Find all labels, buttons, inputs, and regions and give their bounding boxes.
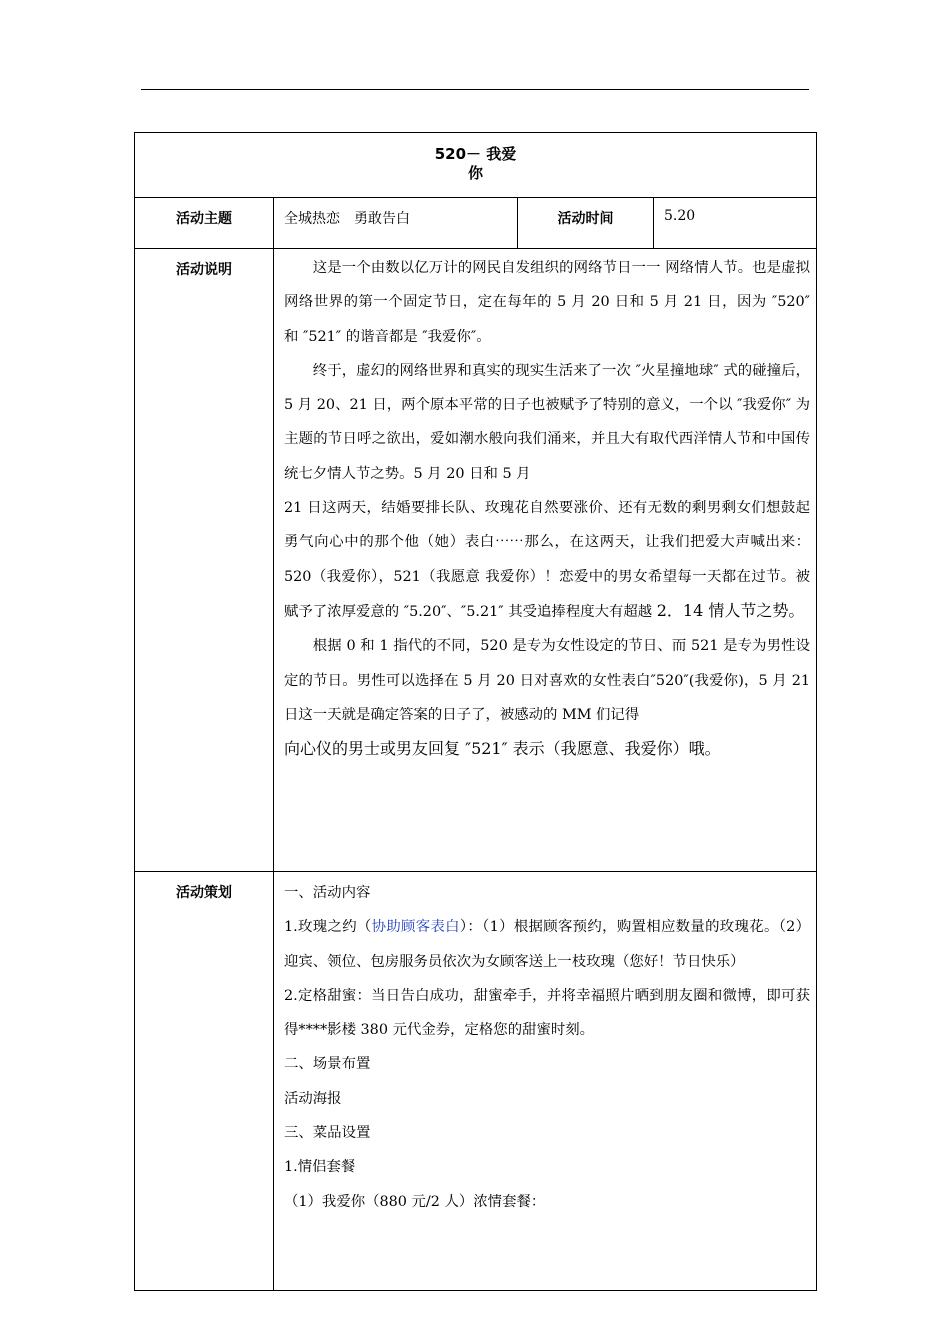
plan-couple-set: 1.情侣套餐 xyxy=(284,1159,356,1176)
theme-label: 活动主题 xyxy=(135,198,274,249)
description-paragraph: 这是一个由数以亿万计的网民自发组织的网络节日一一 网络情人节。也是虚拟网络世界的第一个固定节日，定在每年的 5 月 20 日和 5 月 21 日，因为 ″520″ 和 ″521″ 的谐音都是 ″我爱你″。 xyxy=(284,260,811,345)
description-last-line: 向心仪的男士或男友回复 ″521″ 表示（我愿意、我爱你）哦。 xyxy=(284,739,721,759)
document-title xyxy=(135,133,817,198)
plan-poster: 活动海报 xyxy=(284,1090,342,1107)
description-body xyxy=(274,249,817,872)
description-paragraph: 根据 0 和 1 指代的不同，520 是专为女性设定的节日、而 521 是专为男性设定的节日。男性可以选择在 5 月 20 日对喜欢的女性表白″520″(我爱你)，5 月 21 日这一天就是确定答案的日子了，被感动的 MM 们记得 xyxy=(284,638,811,723)
plan-item-rose-prefix: 1.玫瑰之约（ xyxy=(284,919,372,936)
header-rule xyxy=(141,89,809,90)
description-label: 活动说明 xyxy=(135,249,274,872)
time-label: 活动时间 xyxy=(518,198,654,249)
planning-body xyxy=(274,872,817,1291)
plan-item-rose-link[interactable]: 协助顾客表白 xyxy=(371,919,460,936)
description-paragraph-tail: 2．14 情人节之势。 xyxy=(656,600,805,620)
title-line-1: 520－ 我爱 xyxy=(434,145,517,163)
plan-section-scene: 二、场景布置 xyxy=(284,1056,371,1073)
title-line-2: 你 xyxy=(468,164,484,182)
plan-section-content: 一、活动内容 xyxy=(284,885,371,901)
plan-couple-set-item: （1）我爱你（880 元/2 人）浓情套餐： xyxy=(284,1193,546,1210)
theme-value: 全城热恋 勇敢告白 xyxy=(274,198,518,249)
description-paragraph-3 xyxy=(284,491,810,629)
plan-item-rose xyxy=(284,910,810,979)
time-value: 5.20 xyxy=(654,198,817,249)
planning-label: 活动策划 xyxy=(135,872,274,1291)
plan-item-rose-rest: ）：（1）根据顾客预约，购置相应数量的玫瑰花。（2）迎宾、领位、包房服务员依次为女顾客送上一枝玫瑰（您好！节日快乐） xyxy=(284,919,811,970)
description-paragraph: 终于，虚幻的网络世界和真实的现实生活来了一次 ″火星撞地球″ 式的碰撞后，5 月 20、21 日，两个原本平常的日子也被赋予了特别的意义，一个以 ″我爱你″ 为主题的节日呼之欲出，爱如潮水般向我们涌来，并且大有取代西洋情人节和中国传统七夕情人节之势。5 月 20 日和 5 月 xyxy=(284,362,811,482)
description-paragraph: 21 日这两天，结婚要排长队、玫瑰花自然要涨价、还有无数的剩男剩女们想鼓起勇气向心中的那个他（她）表白⋯⋯那么，在这两天，让我们把爱大声喊出来：520（我爱你），521（我愿意 我爱你）！恋爱中的男女希望每一天都在过节。被赋予了浓厚爱意的 ″5.20″、″5.21″ 其受追捧程度大有超越 xyxy=(284,500,811,620)
activity-form-table xyxy=(134,132,817,1291)
plan-item-photo: 2.定格甜蜜：当日告白成功，甜蜜牵手，并将幸福照片晒到朋友圈和微博，即可获得****影楼 380 元代金券，定格您的甜蜜时刻。 xyxy=(284,987,811,1039)
plan-section-menu: 三、菜品设置 xyxy=(284,1125,371,1142)
